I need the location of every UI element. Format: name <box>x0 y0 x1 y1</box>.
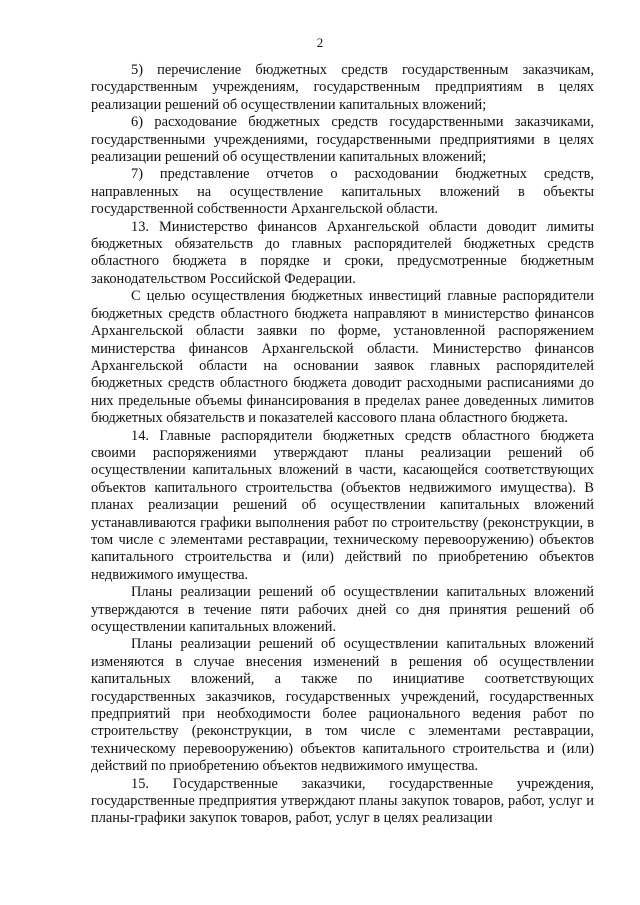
document-body <box>91 62 594 828</box>
paragraph-budget-investments: С целью осуществления бюджетных инвестиций главные распорядители бюджетных средств областного бюджета направляют в министерство финансов Архангельской области заявки по форме, установленной распоряжением министерства финансов Архангельской области. Министерство финансов Архангельской области на основании заявок главных распорядителей бюджетных средств областного бюджета доводит расходными расписаниями до них предельные объемы финансирования в пределах ранее доведенных лимитов бюджетных обязательств и показателей кассового плана областного бюджета. <box>91 288 594 427</box>
paragraph-clause-15: 15. Государственные заказчики, государственные учреждения, государственные предприятия утверждают планы закупок товаров, работ, услуг и планы-графики закупок товаров, работ, услуг в целях реализации <box>91 775 594 827</box>
paragraph-clause-13: 13. Министерство финансов Архангельской области доводит лимиты бюджетных обязательств до главных распорядителей бюджетных средств областного бюджета в порядке и сроки, предусмотренные бюджетным законодательством Российской Федерации. <box>91 218 594 287</box>
page-number: 2 <box>316 35 324 50</box>
paragraph-clause-14: 14. Главные распорядители бюджетных средств областного бюджета своими распоряжениями утверждают планы реализации решений об осуществлении капитальных вложений в части, касающейся соответствующих объектов капитального строительства (объектов недвижимого имущества). В планах реализации решений об осуществлении капитальных вложений устанавливаются графики выполнения работ по строительству (реконструкции, в том числе с элементами реставрации, техническому перевооружению) объектов капитального строительства и (или) действий по приобретению объектов недвижимого имущества. <box>91 427 594 583</box>
paragraph-item-6: 6) расходование бюджетных средств государственными заказчиками, государственными учреждениями, государственными предприятиями в целях реализации решений об осуществлении капитальных вложений; <box>91 114 594 166</box>
paragraph-plans-approval: Планы реализации решений об осуществлении капитальных вложений утверждаются в течение пяти рабочих дней со дня принятия решений об осуществлении капитальных вложений. <box>91 584 594 635</box>
paragraph-item-5: 5) перечисление бюджетных средств государственным заказчикам, государственным учреждениям, государственным предприятиям в целях реализации решений об осуществлении капитальных вложений; <box>91 62 594 113</box>
paragraph-plans-changes: Планы реализации решений об осуществлении капитальных вложений изменяются в случае внесения изменений в решения об осуществлении капитальных вложений, а также по инициативе соответствующих государственных заказчиков, государственных учреждений, государственных предприятий при необходимости более рационального ведения работ по строительству (реконструкции, в том числе с элементами реставрации, техническому перевооружению) объектов капитального строительства и (или) действий по приобретению объектов недвижимого имущества. <box>91 636 594 775</box>
paragraph-item-7: 7) представление отчетов о расходовании бюджетных средств, направленных на осуществление капитальных вложений в объекты государственной собственности Архангельской области. <box>91 166 594 218</box>
